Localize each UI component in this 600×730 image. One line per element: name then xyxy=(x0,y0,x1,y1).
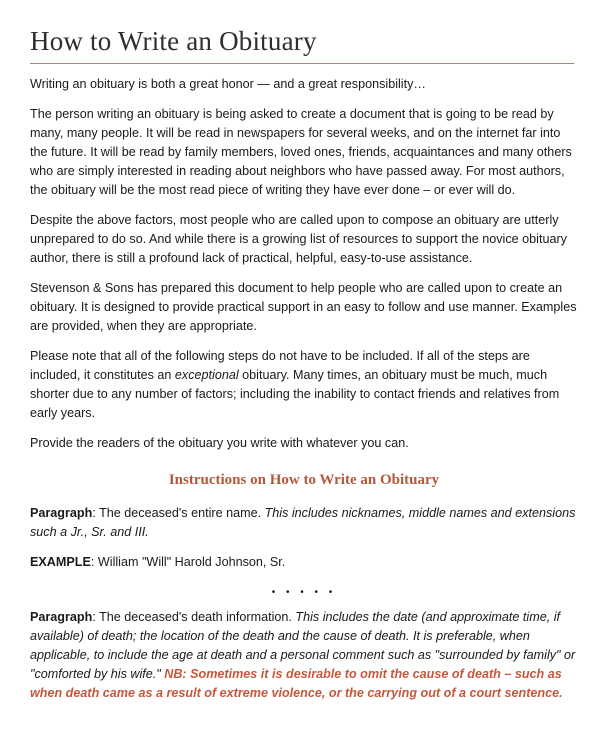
para1-note: This includes nicknames, middle names and extensions such a Jr., Sr. and III. xyxy=(30,506,576,539)
instruction-paragraph-1 xyxy=(30,504,578,542)
body-paragraph-1: The person writing an obituary is being asked to create a document that is going to be read by many, many people. It will be read in newspapers for several weeks, and on the internet far into the future. It will be read by family members, loved ones, friends, acquaintances and many others who are simply interested in reading about neighbors who have passed away. For most authors, the obituary will be the most read piece of writing they have ever done – or ever will do. xyxy=(30,107,572,197)
body-paragraph-4 xyxy=(30,347,578,423)
example-label: EXAMPLE xyxy=(30,555,91,569)
body-paragraph-3: Stevenson & Sons has prepared this document to help people who are called upon to create an obituary. It is designed to provide practical support in an easy to follow and use manner. Examples are provided, when they are appropriate. xyxy=(30,281,577,333)
para2-label: Paragraph xyxy=(30,610,93,624)
para1-text: : The deceased's entire name. xyxy=(92,506,265,520)
para2-nb-note: NB: Sometimes it is desirable to omit the cause of death – such as when death came as a result of extreme violence, or the carrying out of a court sentence. xyxy=(30,667,563,700)
title-divider xyxy=(30,63,574,64)
example-text: : William "Will" Harold Johnson, Sr. xyxy=(90,555,286,569)
intro-paragraph: Writing an obituary is both a great honor — and a great responsibility… xyxy=(30,77,426,91)
body-paragraph-2: Despite the above factors, most people who are called upon to compose an obituary are utterly unprepared to do so. And while there is a growing list of resources to support the novice obituary author, there is still a profound lack of practical, helpful, easy-to-use assistance. xyxy=(30,213,567,265)
instructions-heading: Instructions on How to Write an Obituary xyxy=(168,472,440,488)
instruction-paragraph-2 xyxy=(30,608,578,703)
body-paragraph-5: Provide the readers of the obituary you write with whatever you can. xyxy=(30,436,409,450)
para2-note: This includes the date (and approximate time, if available) of death; the location of the death and the cause of death. It is preferable, when applicable, to include the age at death and a personal comment such as "surrounded by family" or "comforted by his wife." xyxy=(30,610,576,681)
section-separator: • • • • • xyxy=(271,587,337,598)
p4-emphasis: exceptional xyxy=(174,368,239,382)
p4-text-b: obituary. Many times, an obituary must be much, much shorter due to any number of factors; including the inability to contact friends and relatives from early years. xyxy=(30,368,560,420)
document-body xyxy=(30,75,578,714)
para2-text: : The deceased's death information. xyxy=(92,610,296,624)
p4-text-a: Please note that all of the following steps do not have to be included. If all of the steps are included, it constitutes an xyxy=(30,349,530,382)
page-title: How to Write an Obituary xyxy=(30,26,317,56)
example-line xyxy=(30,553,578,572)
para1-label: Paragraph xyxy=(30,506,93,520)
